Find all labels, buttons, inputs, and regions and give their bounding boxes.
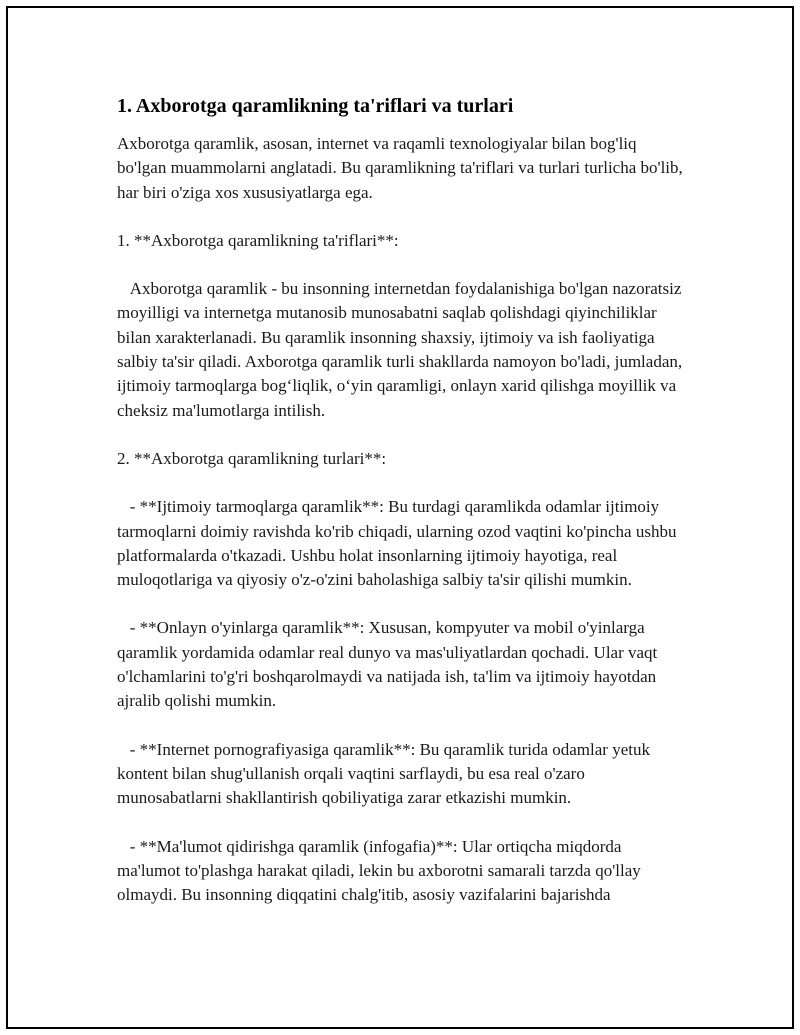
paragraph-types-title: 2. **Axborotga qaramlikning turlari**: [117, 448, 387, 468]
paragraph-definitions-title: 1. **Axborotga qaramlikning ta'riflari**: [117, 230, 399, 250]
paragraph-social-networks: - **Ijtimoiy tarmoqlarga qaramlik**: Bu turdagi qaramlikda odamlar ijtimoiy tarmoqlarni doimiy ravishda ko'rib chiqadi, ularning ozod vaqtini ko'pincha ushbu platformalarda o'tkazadi. Ushbu holat insonlarning ijtimoiy hayotiga, real muloqotlariga va qiyosiy o'z-o'zini baholashiga salbiy ta'sir qilishi mumkin. [117, 497, 681, 590]
paragraph-online-games: - **Onlayn o'yinlarga qaramlik**: Xususan, kompyuter va mobil o'yinlarga qaramlik yordamida odamlar real dunyo va mas'uliyatlardan qochadi. Ular vaqt o'lchamlarini to'g'ri boshqarolmaydi va natijada ish, ta'lim va ijtimoiy hayotdan ajralib qolishi mumkin. [117, 618, 662, 711]
paragraph-intro: Axborotga qaramlik, asosan, internet va raqamli texnologiyalar bilan bog'liq bo'lgan muammolarni anglatadi. Bu qaramlikning ta'riflari va turlari turlicha bo'lib, har biri o'ziga xos xususiyatlarga ega. [117, 134, 688, 202]
paragraph-internet-pornography: - **Internet pornografiyasiga qaramlik**: Bu qaramlik turida odamlar yetuk kontent bilan shug'ullanish orqali vaqtini sarflaydi, bu esa real o'zaro munosabatlarni shakllantirish qobiliyatiga zarar etkazishi mumkin. [117, 739, 655, 808]
section-heading: 1. Axborotga qaramlikning ta'riflari va turlari [117, 95, 514, 117]
paragraph-definitions-body: Axborotga qaramlik - bu insonning internetdan foydalanishiga bo'lgan nazoratsiz moyilligi va internetga mutanosib munosabatni saqlab qolishdagi qiyinchiliklar bilan xarakterlanadi. Bu qaramlik insonning shaxsiy, ijtimoiy va ish faoliyatiga salbiy ta'sir qiladi. Axborotga qaramlik turli shakllarda namoyon bo'ladi, jumladan, ijtimoiy tarmoqlarga bog‘liqlik, o‘yin qaramligi, onlayn xarid qilishga moyillik va cheksiz ma'lumotlarga intilish. [117, 279, 687, 420]
paragraph-information-seeking: - **Ma'lumot qidirishga qaramlik (infogafia)**: Ular ortiqcha miqdorda ma'lumot to'plashga harakat qiladi, lekin bu axborotni samarali tarzda qo'llay olmaydi. Bu insonning diqqatini chalg'itib, asosiy vazifalarini bajarishda [117, 836, 646, 905]
document-body [117, 92, 687, 931]
